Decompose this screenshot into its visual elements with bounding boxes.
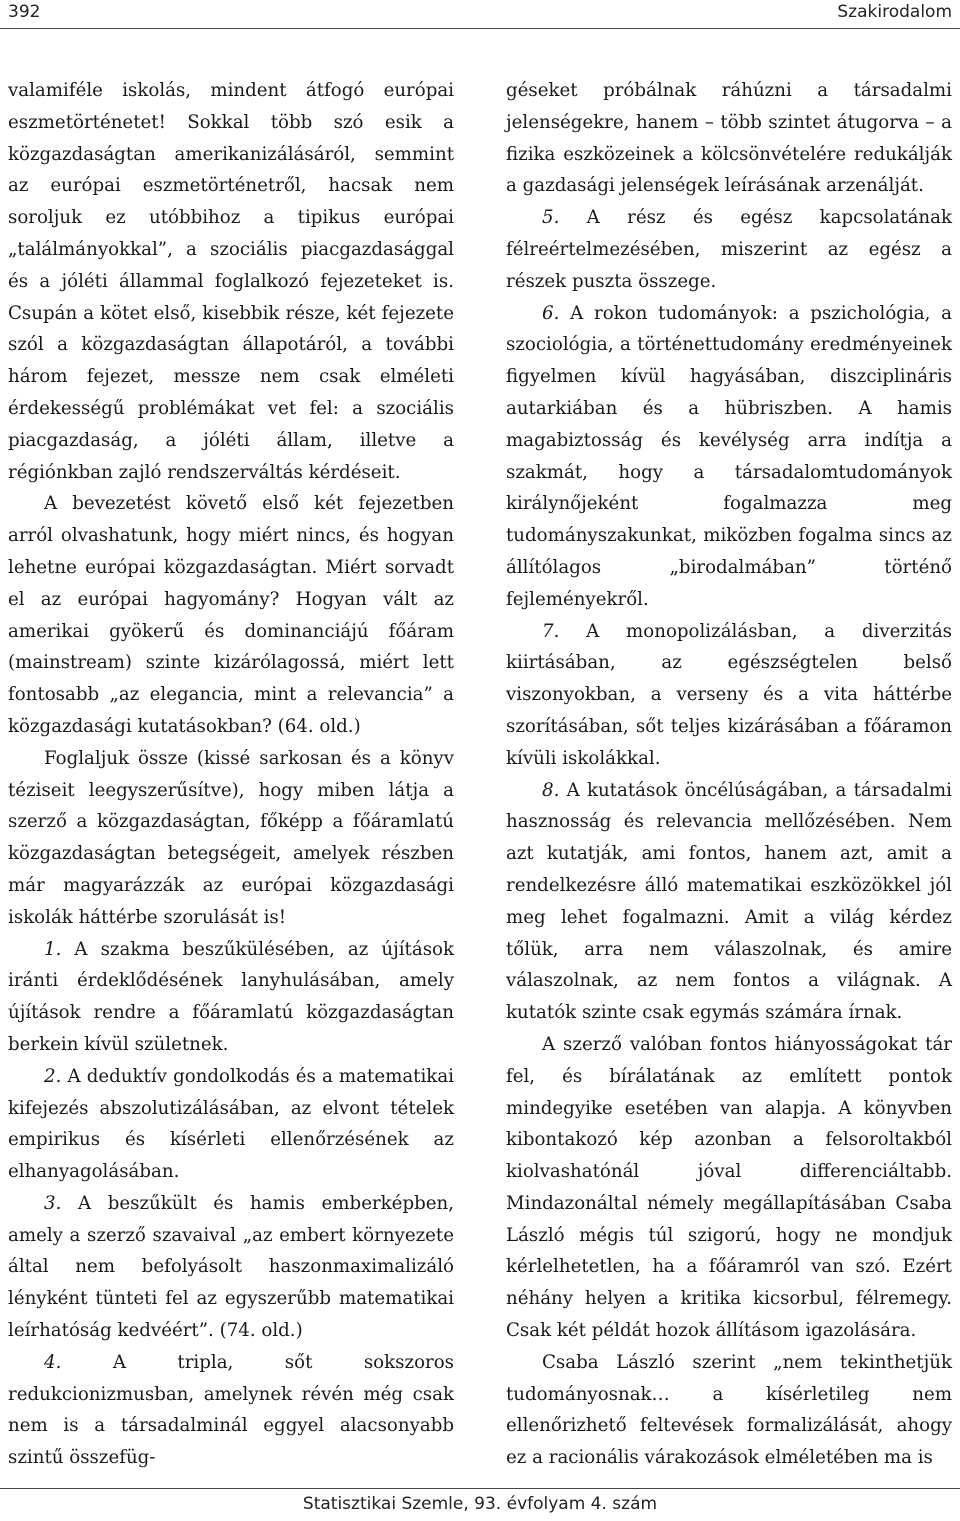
page-header [0, 0, 960, 30]
list-item-4 [8, 1347, 454, 1474]
item-text: A rész és egész kapcsolatának félreértelmezésében, miszerint az egész a részek puszta összege. [506, 207, 952, 292]
paragraph-summary: Foglaljuk össze (kissé sarkosan és a könyv téziseit leegyszerűsítve), hogy miben látja a szerző a közgazdaságtan, főképp a főáramlatú közgazdaságtan betegségeit, amelyek részben már magyarázzák az európai közgazdasági iskolák háttérbe szorulását is! [8, 747, 454, 928]
list-item-2 [8, 1061, 454, 1188]
paragraph-quote: Csaba László szerint „nem tekinthetjük tudományosnak… a kísérletileg nem ellenőrizhető feltevések formalizálását, ahogy ez a racionális várakozások elméletében ma is [506, 1351, 952, 1469]
page-number: 392 [8, 2, 41, 22]
item-number: 2. [44, 1065, 62, 1087]
item-text: A tripla, sőt sokszoros redukcionizmusban, amelynek révén még csak nem is a társadalminál eggyel alacsonyabb szintű összefüg- [8, 1351, 454, 1469]
paragraph-critique: A szerző valóban fontos hiányosságokat tár fel, és bírálatának az említett pontok mindegyike esetében van alapja. A könyvben kibontakozó kép azonban a felsoroltakból kiolvashatónál jóval differenciáltabb. Mindazonáltal némely megállapításában Csaba László mégis túl szigorú, hogy ne mondjuk kérlelhetetlen, ha a főáramról van szó. Ezért néhány helyen a kritika kicsorbul, félremegy. Csak két példát hozok állításom igazolására. [506, 1033, 952, 1342]
item-text: A rokon tudományok: a pszichológia, a szociológia, a történettudomány eredményeinek figyelmen kívül hagyásában, diszciplináris autarkiában és a hübriszben. A hamis magabiztosság és kevélység arra indítja a szakmát, hogy a társadalomtudományok királynőjeként fogalmazza meg tudományszakunkat, miközben fogalma sincs az állítólagos „birodalmában” történő fejleményekről. [506, 302, 952, 610]
item-number: 3. [44, 1192, 62, 1214]
item-number: 4. [44, 1351, 62, 1373]
item-number: 1. [44, 938, 62, 960]
right-column [506, 75, 952, 1474]
item-number: 6. [542, 302, 560, 324]
list-item-7 [506, 616, 952, 775]
list-item-6 [506, 298, 952, 616]
item-text: A kutatások öncélúságában, a társadalmi hasznosság és relevancia mellőzésében. Nem azt kutatják, ami fontos, hanem azt, amit a rendelkezésre álló matematikai eszközökkel jól meg lehet fogalmazni. Amit a világ kérdez tőlük, arra nem válaszolnak, és amire válaszolnak, az nem fontos a világnak. A kutatók szinte csak egymás számára írnak. [506, 779, 952, 1024]
paragraph-continuation: géseket próbálnak ráhúzni a társadalmi jelenségekre, hanem – több szintet átugorva – a fizika eszközeinek a kölcsönvételére redukálják a gazdasági jelenségek leírásának arzenálját. [506, 80, 952, 197]
paragraph-chapters: A bevezetést követő első két fejezetben arról olvashatunk, hogy miért nincs, és hogyan lehetne európai közgazdaságtan. Miért sorvadt el az európai hagyomány? Hogyan vált az amerikai gyökerű és dominanciájú főáram (mainstream) szinte kizárólagossá, miért lett fontosabb „az elegancia, mint a relevancia” a közgazdasági kutatásokban? (64. old.) [8, 493, 454, 737]
item-text: A szakma beszűkülésében, az újítások iránti érdeklődésének lanyhulásában, amely újítások rendre a főáramlatú közgazdaságtan berkein kívül születnek. [8, 938, 454, 1055]
item-number: 5. [542, 207, 560, 229]
list-item-1 [8, 934, 454, 1061]
page-footer: Statisztikai Szemle, 93. évfolyam 4. szám [302, 1494, 658, 1514]
list-item-8 [506, 775, 952, 1029]
item-number: 7. [542, 620, 560, 642]
paragraph-intro: valamiféle iskolás, mindent átfogó európai eszmetörténetet! Sokkal több szó esik a közgazdaságtan amerikanizálásáról, semmint az európai eszmetörténetről, hacsak nem soroljuk ez utóbbihoz a tipikus európai „találmányokkal”, a szociális piacgazdasággal és a jóléti állammal foglalkozó fejezeteket is. Csupán a kötet első, kisebbik része, két fejezete szól a közgazdaságtan állapotáról, a további három fejezet, messze nem csak elméleti érdekességű problémákat vet fel: a szociális piacgazdaság, a jóléti állam, illetve a régiónkban zajló rendszerváltás kérdéseit. [8, 80, 454, 483]
item-text: A beszűkült és hamis emberképben, amely a szerző szavaival „az embert környezete által nem befolyásolt haszonmaximalizáló lényként tünteti fel az egyszerűbb matematikai leírhatóság kedvéért”. (74. old.) [8, 1192, 454, 1342]
footer-divider [0, 1488, 960, 1489]
header-divider [0, 28, 960, 29]
list-item-5 [506, 202, 952, 297]
item-text: A deduktív gondolkodás és a matematikai kifejezés abszolutizálásában, az elvont tételek empirikus és kísérleti ellenőrzésének az elhanyagolásában. [8, 1065, 454, 1183]
item-number: 8. [542, 779, 560, 801]
item-text: A monopolizálásban, a diverzitás kiirtásában, az egészségtelen belső viszonyokban, a verseny és a vita háttérbe szorításában, sőt teljes kizárásában a főáramon kívüli iskolákkal. [506, 620, 952, 769]
left-column [8, 75, 454, 1474]
list-item-3 [8, 1188, 454, 1347]
section-title: Szakirodalom [837, 2, 952, 22]
